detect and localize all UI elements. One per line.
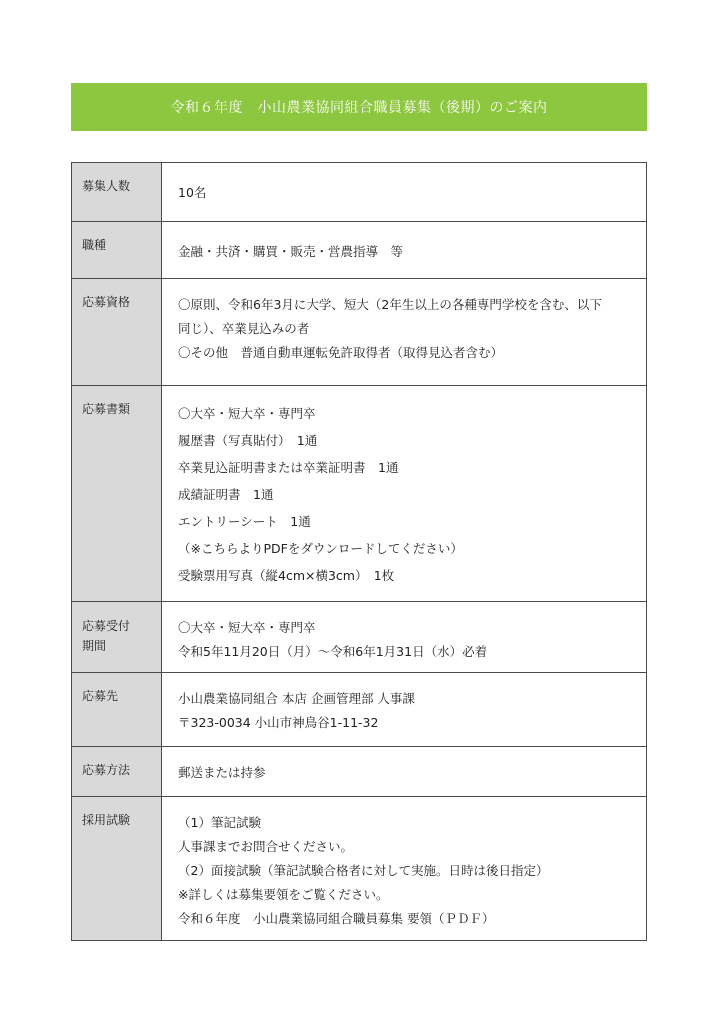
- pdf-download-note[interactable]: （※こちらよりPDFをダウンロードしてください）: [178, 541, 463, 556]
- row-value-application-period: [162, 602, 647, 673]
- value-line: （2）面接試験（筆記試験合格者に対して実施。日時は後日指定）: [178, 863, 549, 878]
- page-title: 令和６年度 小山農業協同組合職員募集（後期）のご案内: [170, 100, 548, 116]
- row-label-submit-to: 応募先: [72, 673, 162, 747]
- value-line: ※詳しくは募集要領をご覧ください。: [178, 887, 389, 902]
- row-label-method: 応募方法: [72, 747, 162, 797]
- value-line: 〇大卒・短大卒・専門卒: [178, 620, 316, 635]
- value-line: 人事課までお問合せください。: [178, 839, 354, 854]
- value-line: 受験票用写真（縦4cm×横3cm） 1枚: [178, 568, 395, 583]
- row-label-qualifications: 応募資格: [72, 279, 162, 386]
- value-line: 令和5年11月20日（月）～令和6年1月31日（水）必着: [178, 644, 488, 659]
- value-line: 小山農業協同組合 本店 企画管理部 人事課: [178, 691, 415, 706]
- row-value-submit-to: [162, 673, 647, 747]
- value-line: エントリーシート 1通: [178, 514, 311, 529]
- table-row-method: [72, 747, 647, 797]
- table-row-job-type: [72, 222, 647, 279]
- value-line: 卒業見込証明書または卒業証明書 1通: [178, 460, 399, 475]
- row-value-headcount: [162, 163, 647, 222]
- value-line: 金融・共済・購買・販売・営農指導 等: [178, 244, 404, 259]
- value-line: 〇原則、令和6年3月に大学、短大（2年生以上の各種専門学校を含む、以下: [178, 297, 602, 312]
- table-row-qualifications: [72, 279, 647, 386]
- row-value-selection-exam: [162, 797, 647, 941]
- value-line: （1）筆記試験: [178, 815, 261, 830]
- value-line: 〇その他 普通自動車運転免許取得者（取得見込者含む）: [178, 345, 504, 360]
- table-row-selection-exam: [72, 797, 647, 941]
- row-label-application-period: 応募受付 期間: [72, 602, 162, 673]
- guidelines-pdf-link[interactable]: 令和６年度 小山農業協同組合職員募集 要領（ＰＤＦ）: [178, 911, 495, 926]
- row-value-job-type: [162, 222, 647, 279]
- value-line: 〇大卒・短大卒・専門卒: [178, 406, 316, 421]
- row-value-qualifications: [162, 279, 647, 386]
- value-line: 成績証明書 1通: [178, 487, 274, 502]
- table-row-submit-to: [72, 673, 647, 747]
- table-row-headcount: [72, 163, 647, 222]
- value-line: 履歴書（写真貼付） 1通: [178, 433, 318, 448]
- title-banner: [71, 83, 647, 131]
- row-label-documents: 応募書類: [72, 386, 162, 602]
- row-label-selection-exam: 採用試験: [72, 797, 162, 941]
- recruitment-info-table: [71, 162, 647, 941]
- value-line: 〒323-0034 小山市神鳥谷1-11-32: [178, 715, 379, 730]
- value-line: 10名: [178, 185, 207, 200]
- row-label-headcount: 募集人数: [72, 163, 162, 222]
- value-line: 同じ）、卒業見込みの者: [178, 321, 310, 336]
- row-label-job-type: 職種: [72, 222, 162, 279]
- row-value-method: [162, 747, 647, 797]
- row-value-documents: [162, 386, 647, 602]
- table-row-application-period: [72, 602, 647, 673]
- table-row-documents: [72, 386, 647, 602]
- value-line: 郵送または持参: [178, 765, 266, 780]
